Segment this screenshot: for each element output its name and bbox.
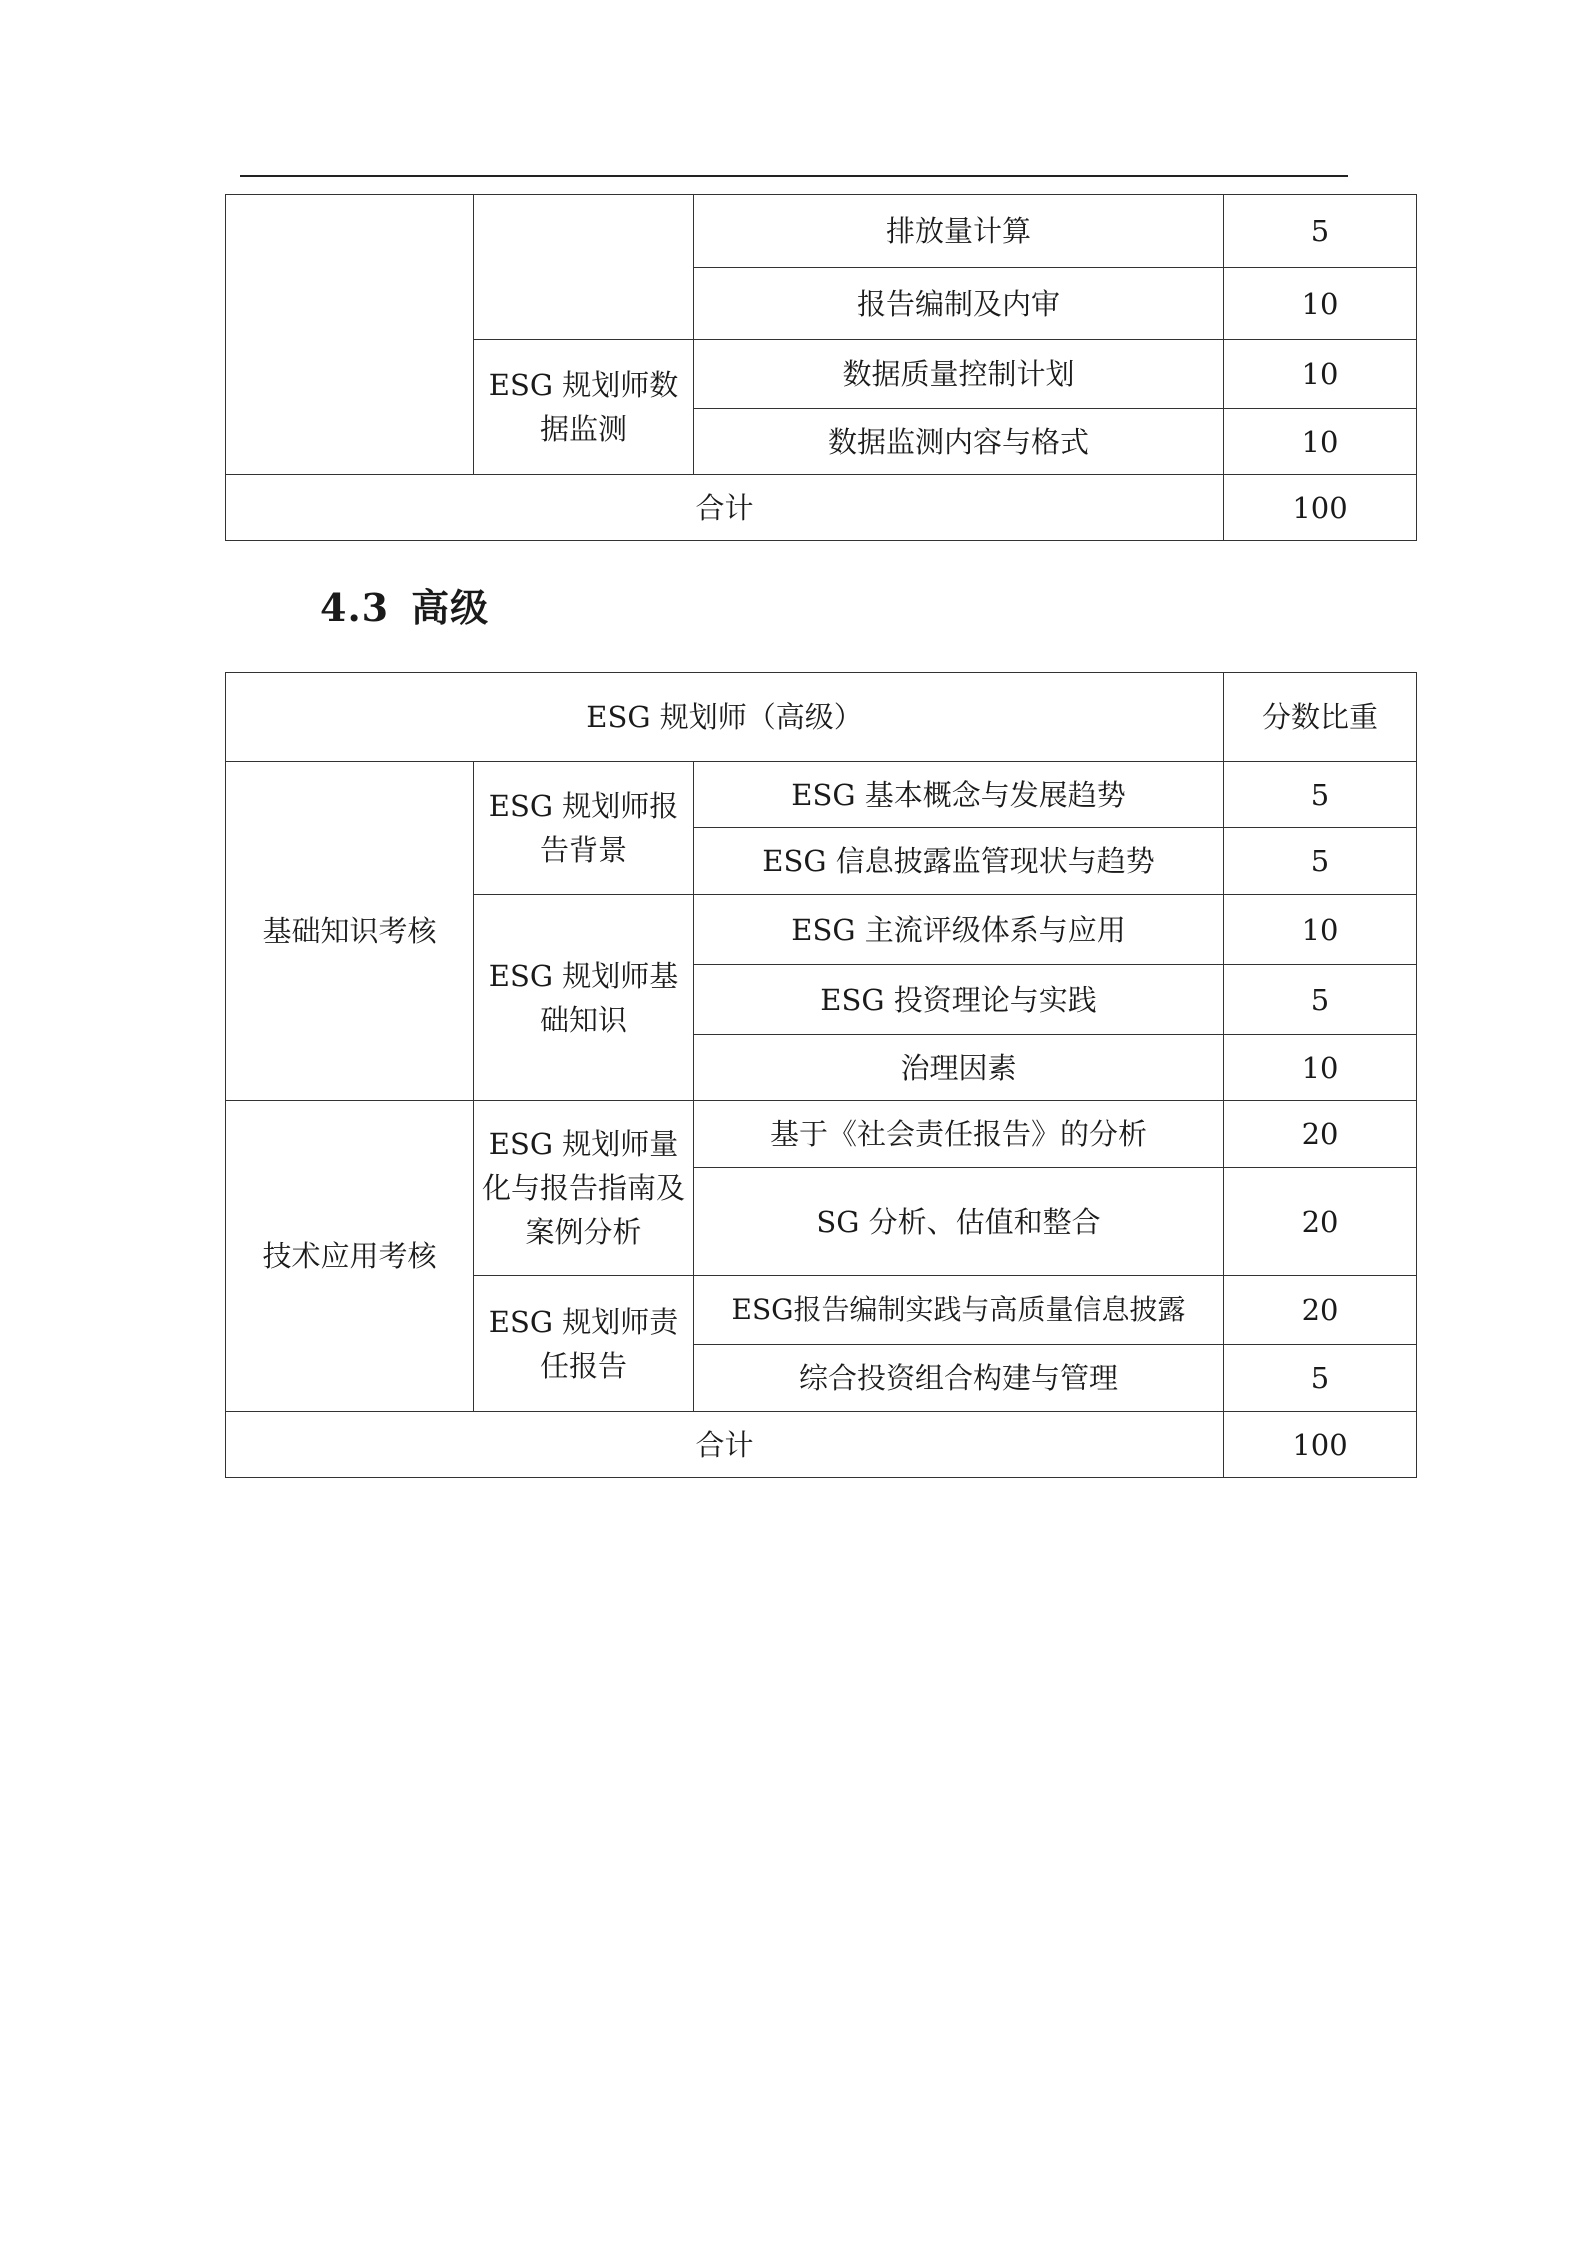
section-heading (320, 578, 511, 638)
table-row (226, 1101, 1417, 1168)
item-cell: 数据质量控制计划 (694, 340, 1224, 409)
category-cell-empty (226, 195, 474, 475)
score-cell: 5 (1224, 1345, 1417, 1412)
score-cell: 10 (1224, 1035, 1417, 1101)
item-cell: SG 分析、估值和整合 (694, 1168, 1224, 1276)
item-cell: ESG 主流评级体系与应用 (694, 895, 1224, 965)
score-cell: 10 (1224, 340, 1417, 409)
module-cell: ESG 规划师数据监测 (474, 340, 694, 475)
total-label: 合计 (226, 1412, 1224, 1478)
score-cell: 5 (1224, 762, 1417, 828)
score-cell: 5 (1224, 965, 1417, 1035)
score-cell: 10 (1224, 409, 1417, 475)
section-number: 4.3 (320, 585, 390, 630)
item-cell: ESG 投资理论与实践 (694, 965, 1224, 1035)
item-cell: ESG 基本概念与发展趋势 (694, 762, 1224, 828)
header-title: ESG 规划师（高级） (226, 673, 1224, 762)
score-cell: 5 (1224, 195, 1417, 268)
header-score: 分数比重 (1224, 673, 1417, 762)
item-cell: 综合投资组合构建与管理 (694, 1345, 1224, 1412)
table-row (226, 762, 1417, 828)
score-cell: 20 (1224, 1101, 1417, 1168)
item-cell: 治理因素 (694, 1035, 1224, 1101)
score-table-advanced (225, 672, 1417, 1478)
table-total-row (226, 1412, 1417, 1478)
score-cell: 10 (1224, 268, 1417, 340)
total-score: 100 (1224, 475, 1417, 541)
module-cell: ESG 规划师基础知识 (474, 895, 694, 1101)
module-cell: ESG 规划师报告背景 (474, 762, 694, 895)
page-header-rule (240, 175, 1348, 177)
category-cell: 基础知识考核 (226, 762, 474, 1101)
item-cell: ESG 信息披露监管现状与趋势 (694, 828, 1224, 895)
table-row (226, 195, 1417, 268)
score-table-intermediate-continued (225, 194, 1417, 541)
category-cell: 技术应用考核 (226, 1101, 474, 1412)
score-cell: 20 (1224, 1276, 1417, 1345)
item-cell: ESG报告编制实践与高质量信息披露 (694, 1276, 1224, 1345)
score-cell: 20 (1224, 1168, 1417, 1276)
module-cell: ESG 规划师量化与报告指南及案例分析 (474, 1101, 694, 1276)
module-cell: ESG 规划师责任报告 (474, 1276, 694, 1412)
item-cell: 基于《社会责任报告》的分析 (694, 1101, 1224, 1168)
item-cell: 报告编制及内审 (694, 268, 1224, 340)
item-cell: 数据监测内容与格式 (694, 409, 1224, 475)
score-cell: 10 (1224, 895, 1417, 965)
table-header-row (226, 673, 1417, 762)
item-cell: 排放量计算 (694, 195, 1224, 268)
module-cell-empty (474, 195, 694, 340)
score-cell: 5 (1224, 828, 1417, 895)
table-total-row (226, 475, 1417, 541)
section-title: 高级 (411, 585, 490, 630)
total-label: 合计 (226, 475, 1224, 541)
total-score: 100 (1224, 1412, 1417, 1478)
